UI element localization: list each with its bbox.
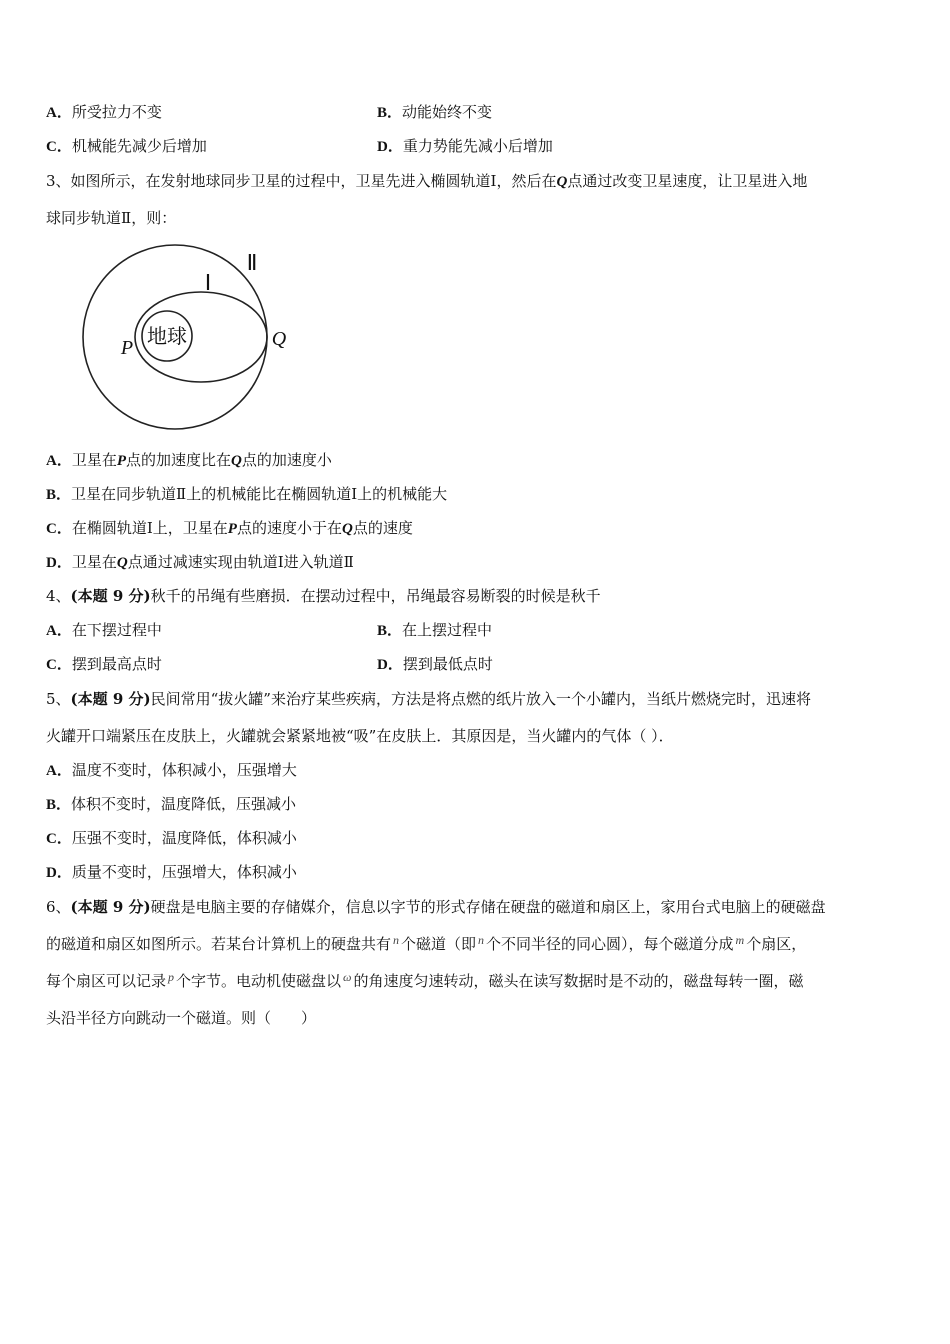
q5-option-a: A．温度不变时，体积减小，压强增大 <box>46 761 297 779</box>
q5-option-c: C．压强不变时，温度降低，体积减小 <box>46 829 297 847</box>
q4-option-b: B．在上摆过程中 <box>377 621 493 639</box>
q3-option-d: D．卫星在Q点通过减速实现由轨道Ⅰ进入轨道Ⅱ <box>46 553 354 571</box>
q5-stem-line2: 火罐开口端紧压在皮肤上，火罐就会紧紧地被“吸”在皮肤上．其原因是，当火罐内的气体（ ）． <box>46 727 674 745</box>
q4-option-a: A．在下摆过程中 <box>46 621 162 639</box>
orbit-2-label: Ⅱ <box>246 250 258 275</box>
q3-option-b: B．卫星在同步轨道Ⅱ上的机械能比在椭圆轨道Ⅰ上的机械能大 <box>46 485 448 503</box>
q4-stem: 4、(本题 9 分)秋千的吊绳有些磨损．在摆动过程中，吊绳最容易断裂的时候是秋千 <box>46 587 601 605</box>
point-p-label: P <box>120 337 134 359</box>
q6-stem-line4: 头沿半径方向跳动一个磁道。则（ ） <box>46 1009 317 1027</box>
earth-label: 地球 <box>147 324 187 348</box>
q3-stem-line1: 3、如图所示，在发射地球同步卫星的过程中，卫星先进入椭圆轨道Ⅰ，然后在Q点通过改变卫星速度，让卫星进入地 <box>46 172 808 190</box>
q5-option-b: B．体积不变时，温度降低，压强减小 <box>46 795 297 813</box>
q4-option-c: C．摆到最高点时 <box>46 655 162 673</box>
q2-option-a: A．所受拉力不变 <box>46 103 162 121</box>
q6-stem-line3: 每个扇区可以记录 $^p$ 个字节。电动机使磁盘以 $^\omega$ 的角速度匀速转动，磁头在读写数据时是不动的，磁盘每转一圈，磁 <box>46 970 804 990</box>
orbit-diagram <box>70 238 300 438</box>
point-q-label: Q <box>271 328 287 350</box>
q3-stem-line2: 球同步轨道Ⅱ，则： <box>46 209 177 227</box>
q6-stem-line1: 6、(本题 9 分)硬盘是电脑主要的存储媒介，信息以字节的形式存储在硬盘的磁道和扇区上，家用台式电脑上的硬磁盘 <box>46 898 826 916</box>
q5-option-d: D．质量不变时，压强增大，体积减小 <box>46 863 297 881</box>
q2-option-c: C．机械能先减少后增加 <box>46 137 207 155</box>
orbit-1-label: Ⅰ <box>204 270 212 295</box>
q3-option-c: C．在椭圆轨道Ⅰ上，卫星在P点的速度小于在Q点的速度 <box>46 519 413 537</box>
q4-option-d: D．摆到最低点时 <box>377 655 493 673</box>
q2-option-d: D．重力势能先减小后增加 <box>377 137 553 155</box>
q3-option-a: A．卫星在P点的加速度比在Q点的加速度小 <box>46 451 332 469</box>
q5-stem-line1: 5、(本题 9 分)民间常用“拔火罐”来治疗某些疾病，方法是将点燃的纸片放入一个小罐内，当纸片燃烧完时，迅速将 <box>46 690 811 708</box>
q2-option-b: B．动能始终不变 <box>377 103 493 121</box>
q6-stem-line2: 的磁道和扇区如图所示。若某台计算机上的硬盘共有 $^n$ 个磁道（即 $^n$ 个不同半径的同心圆），每个磁道分成 $^m$ 个扇区， <box>46 933 807 953</box>
